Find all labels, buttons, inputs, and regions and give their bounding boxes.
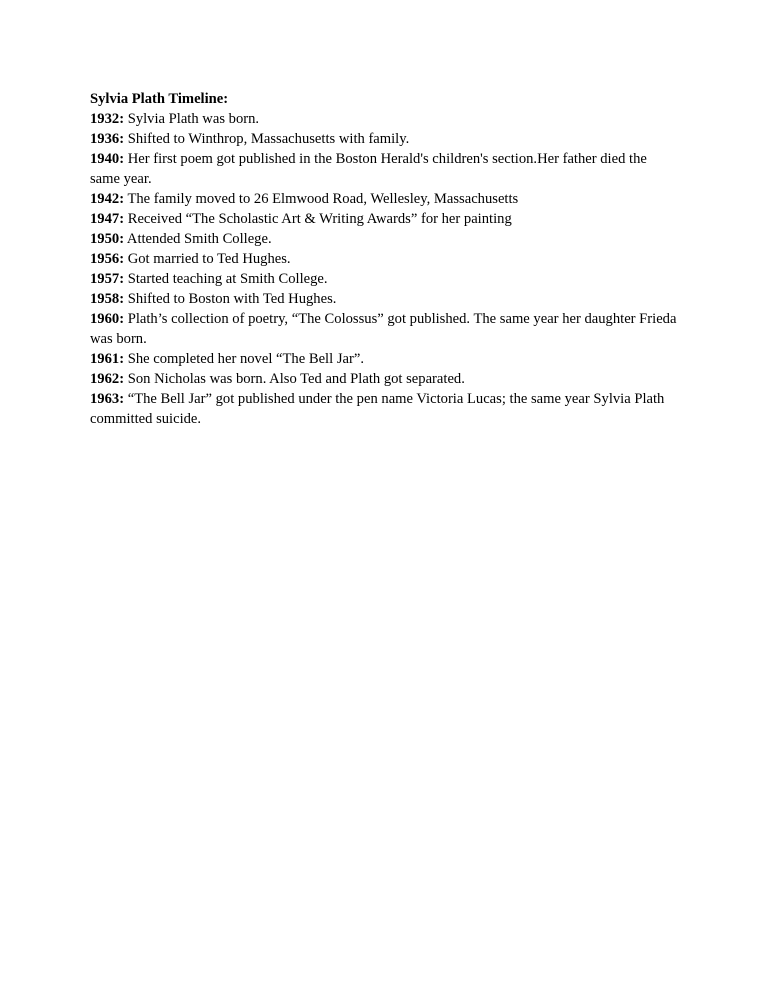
entry-text: Attended Smith College. (124, 231, 272, 247)
entry-text: Her first poem got published in the Boston Herald's children's section.Her father died the same year. (90, 151, 647, 187)
entry-text: Started teaching at Smith College. (124, 271, 328, 287)
timeline-entry (90, 289, 680, 309)
entry-text: Shifted to Winthrop, Massachusetts with family. (124, 131, 410, 147)
entry-year: 1958: (90, 291, 125, 307)
timeline-entry (90, 269, 680, 289)
entry-text: Received “The Scholastic Art & Writing Awards” for her painting (124, 211, 512, 227)
timeline-entry (90, 109, 680, 129)
timeline-entry (90, 389, 680, 429)
entry-year: 1950: (90, 231, 125, 247)
entry-text: Sylvia Plath was born. (124, 111, 260, 127)
entry-year: 1940: (90, 151, 125, 167)
timeline-entry (90, 129, 680, 149)
entry-year: 1962: (90, 371, 125, 387)
timeline-entry (90, 309, 680, 349)
timeline-entry (90, 249, 680, 269)
timeline-entry (90, 189, 680, 209)
entry-year: 1957: (90, 271, 125, 287)
entry-year: 1963: (90, 391, 125, 407)
timeline-entry (90, 349, 680, 369)
entry-text: “The Bell Jar” got published under the pen name Victoria Lucas; the same year Sylvia Plath committed suicide. (90, 391, 665, 427)
entry-text: Shifted to Boston with Ted Hughes. (124, 291, 337, 307)
entry-year: 1960: (90, 311, 125, 327)
entry-year: 1936: (90, 131, 125, 147)
document-page (90, 89, 680, 429)
page-title: Sylvia Plath Timeline: (90, 91, 229, 107)
entry-year: 1942: (90, 191, 125, 207)
entry-year: 1932: (90, 111, 125, 127)
entry-year: 1961: (90, 351, 125, 367)
entry-text: The family moved to 26 Elmwood Road, Wellesley, Massachusetts (124, 191, 519, 207)
timeline-entry (90, 369, 680, 389)
timeline-entry (90, 209, 680, 229)
timeline-entry (90, 149, 680, 189)
entry-year: 1956: (90, 251, 125, 267)
entry-text: Got married to Ted Hughes. (124, 251, 291, 267)
entry-text: Plath’s collection of poetry, “The Colossus” got published. The same year her daughter Frieda was born. (90, 311, 677, 347)
entry-text: Son Nicholas was born. Also Ted and Plath got separated. (124, 371, 465, 387)
entry-year: 1947: (90, 211, 125, 227)
timeline-entry (90, 229, 680, 249)
entry-text: She completed her novel “The Bell Jar”. (124, 351, 364, 367)
